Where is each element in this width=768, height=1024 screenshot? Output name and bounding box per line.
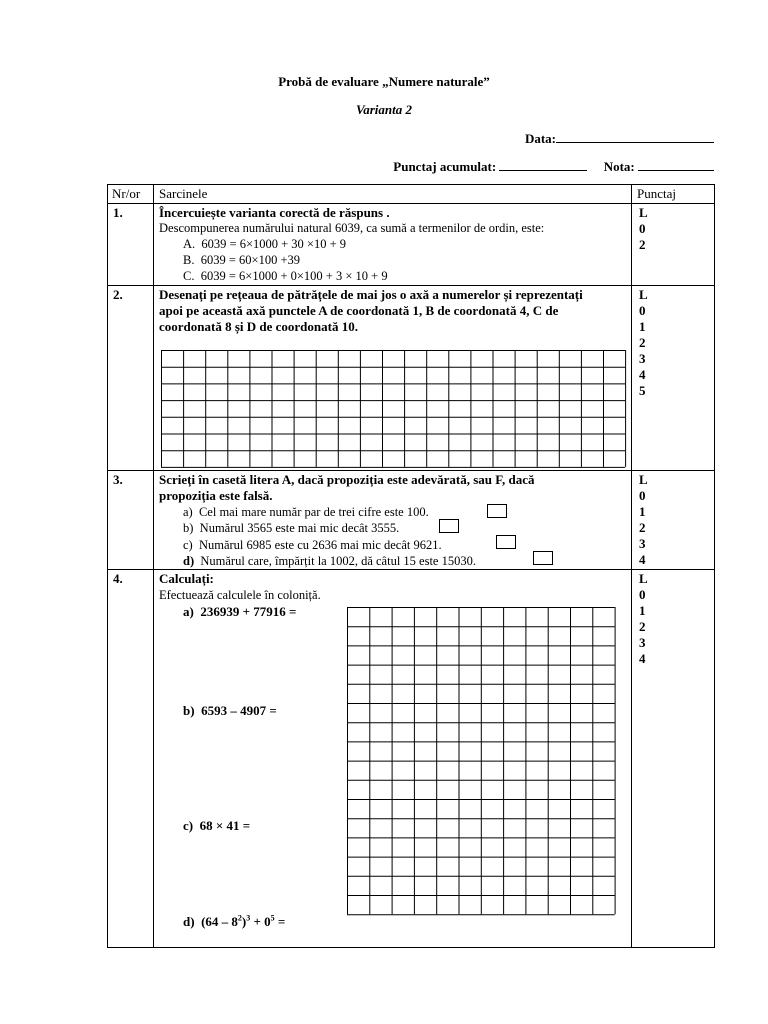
q2-points-5: 4 [639,367,646,382]
q4-exercise-b-expr: 6593 – 4907 = [201,703,277,718]
q3-item-b-text: Numărul 3565 este mai mic decât 3555. [199,521,400,535]
q4-points-5: 4 [639,651,646,666]
q3-item-d-label: d) [183,554,195,568]
q4-d-exp2: 3 [246,913,251,923]
q4-d-part4: = [274,914,286,929]
q3-item-c [183,537,442,553]
date-blank[interactable] [556,130,714,143]
q4-points-0: L [639,571,648,586]
q2-points-0: L [639,287,648,302]
q2-points-1: 0 [639,303,646,318]
q3-answer-box-a[interactable] [487,504,507,518]
page-title: Probă de evaluare „Numere naturale” [278,74,490,89]
q4-d-part2: ) [241,914,247,929]
q3-item-c-text: Numărul 6985 este cu 2636 mai mic decât 9621. [198,538,442,552]
q2-points-4: 3 [639,351,646,366]
q3-answer-box-c[interactable] [496,535,516,549]
q4-exercise-a [183,604,296,620]
q1-option-a[interactable] [183,236,346,252]
q2-text-line-2: apoi pe această axă punctele A de coordonată 1, B de coordonată 4, C de [159,303,559,318]
q1-option-c-label: C. [183,269,195,283]
q2-number: 2. [113,287,123,302]
q3-answer-box-b[interactable] [439,519,459,533]
q3-points-2: 1 [639,504,646,519]
q4-points-3: 2 [639,619,646,634]
q4-points-4: 3 [639,635,646,650]
col-header-nr: Nr/or [112,186,141,201]
q2-grid[interactable] [161,350,627,468]
q3-text-line-1: Scrieți în casetă litera A, dacă propoziția este adevărată, sau F, dacă [159,472,535,487]
q4-d-exp3: 5 [270,913,275,923]
q1-option-c[interactable] [183,268,388,284]
q2-points-6: 5 [639,383,646,398]
q3-points-3: 2 [639,520,646,535]
q3-item-d [183,553,476,569]
q2-text-line-3: coordonată 8 și D de coordonată 10. [159,319,358,334]
q2-points-2: 1 [639,319,646,334]
q1-option-b-text: 6039 = 60×100 +39 [200,253,300,267]
q4-d-part1: (64 – 8 [201,914,238,929]
q3-item-c-label: c) [183,538,193,552]
q1-number: 1. [113,205,123,220]
q4-d-exp1: 2 [237,913,242,923]
q4-title: Calculați: [159,571,214,586]
q4-exercise-b-label: b) [183,703,195,718]
q1-option-b[interactable] [183,252,300,268]
q2-text-line-1: Desenați pe rețeaua de pătrățele de mai jos o axă a numerelor și reprezentați [159,287,583,302]
q3-item-a-label: a) [183,505,193,519]
q1-title: Încercuiește varianta corectă de răspuns . [159,205,390,220]
q1-text: Descompunerea numărului natural 6039, ca sumă a termenilor de ordin, este: [159,221,545,235]
q1-points-0: L [639,205,648,220]
q1-option-a-text: 6039 = 6×1000 + 30 ×10 + 9 [201,237,347,251]
q4-exercise-c-label: c) [183,818,194,833]
date-label: Data: [524,131,556,146]
q1-option-c-text: 6039 = 6×1000 + 0×100 + 3 × 10 + 9 [200,269,388,283]
q4-exercise-d [183,914,285,930]
variant-label: Varianta 2 [356,102,412,117]
grade-label: Nota: [603,159,635,174]
q1-points-1: 0 [639,221,646,236]
q4-grid[interactable] [347,607,617,916]
score-blank[interactable] [499,158,587,171]
q3-answer-box-d[interactable] [533,551,553,565]
q3-points-1: 0 [639,488,646,503]
q3-item-d-text: Numărul care, împărțit la 1002, dă câtul 15 este 15030. [200,554,476,568]
q1-option-a-label: A. [183,237,196,251]
q1-option-b-label: B. [183,253,195,267]
col-header-tasks: Sarcinele [159,186,208,201]
q3-item-a-text: Cel mai mare număr par de trei cifre este 100. [198,505,429,519]
q4-number: 4. [113,571,123,586]
q4-exercise-a-expr: 236939 + 77916 = [200,604,297,619]
q4-points-2: 1 [639,603,646,618]
q3-number: 3. [113,472,123,487]
q4-exercise-a-label: a) [183,604,194,619]
q3-points-0: L [639,472,648,487]
q3-points-4: 3 [639,536,646,551]
grade-blank[interactable] [638,158,714,171]
q1-points-2: 2 [639,237,646,252]
q4-d-part3: + 0 [250,914,271,929]
score-line [393,158,714,175]
q4-points-1: 0 [639,587,646,602]
date-field[interactable] [525,130,714,147]
q3-item-a [183,504,429,520]
q4-exercise-c-expr: 68 × 41 = [199,818,251,833]
q3-points-5: 4 [639,552,646,567]
q3-item-b [183,520,399,536]
q4-text: Efectuează calculele în coloniță. [159,588,321,602]
score-label: Punctaj acumulat: [393,159,497,174]
q4-exercise-c [183,818,250,834]
col-header-points: Punctaj [637,186,676,201]
q3-text-line-2: propoziția este falsă. [159,488,273,503]
q4-exercise-b [183,703,277,719]
q3-item-b-label: b) [183,521,194,535]
q4-exercise-d-expr [201,914,285,929]
q2-points-3: 2 [639,335,646,350]
q4-exercise-d-label: d) [183,914,195,929]
